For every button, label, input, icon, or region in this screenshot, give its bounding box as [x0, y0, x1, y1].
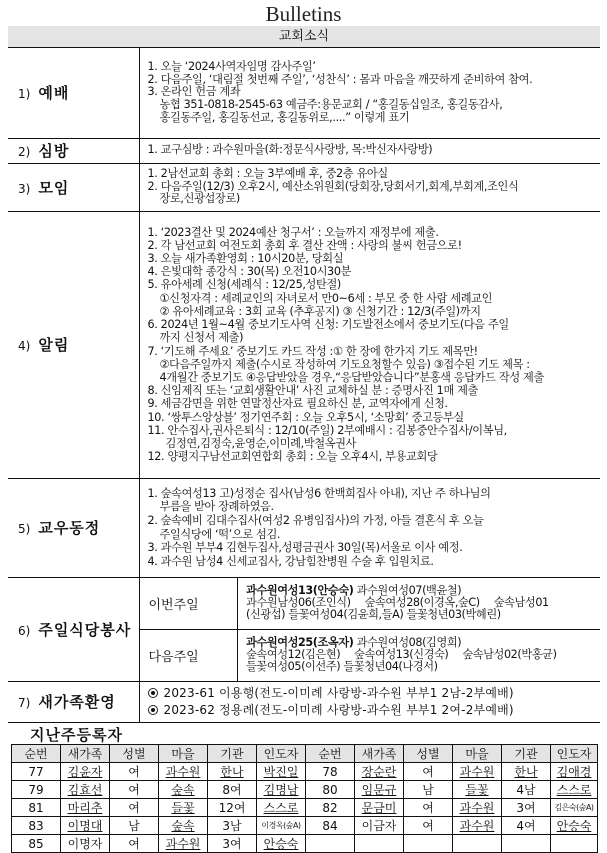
service-week-next	[140, 630, 601, 681]
section-label: 4) 알림	[8, 211, 139, 478]
radio-bullet-icon	[148, 705, 158, 715]
section-content: 1. 오늘 ‘2024사역자임명 감사주일’ 2. 다음주일, ‘대림절 첫번째 주일’, ‘성찬식’ : 몸과 마음을 깨끗하게 준비하여 참여. 3. 온라인 헌금 계좌 농협 351-0818-2545-63 예금주:용문교회 / “홍길동십일조, 홍길동감사, 홍길동주일, 홍길동선교, 홍길동위로,....” 이렇게 표기	[139, 48, 600, 138]
service-week-this	[140, 578, 601, 630]
section-worship	[8, 48, 600, 138]
section-content: 1. 교구심방 : 과수원마을(화:정문식사랑방, 목:박신자사랑방)	[139, 138, 600, 163]
section-content	[139, 577, 600, 681]
section-header: 교회소식	[8, 26, 600, 48]
service-schedule	[140, 578, 601, 681]
registrants-header-row	[12, 745, 598, 763]
section-label: 2) 심방	[8, 138, 139, 163]
radio-bullet-icon	[148, 688, 158, 698]
page-title: Bulletins	[265, 2, 342, 26]
col-header: 성별	[110, 745, 159, 763]
col-header: 마을	[159, 745, 208, 763]
section-label: 7) 새가족환영	[8, 681, 139, 722]
section-content: 1. 2남선교회 총회 : 오늘 3부예배 후, 중2층 유아실 2. 다음주일(12/3) 오후2시, 예산소위원회(당회장,당회서기,회계,부회계,조인식 장로,신광섭장로)	[139, 163, 600, 211]
col-header: 인도자	[257, 745, 306, 763]
col-header: 인도자	[551, 745, 598, 763]
week-label: 이번주일	[140, 578, 238, 630]
section-visitation	[8, 138, 600, 163]
week-servers: 과수원여성13(안승숙) 과수원여성07(백윤철) 과수원남성06(조인식) 숲속여성28(이경옥,숲C) 숲속남성01 (신광섭) 들꽃여성04(김윤희,들A) 들꽃청년03(박혜린)	[238, 578, 601, 630]
section-label: 3) 모임	[8, 163, 139, 211]
col-header: 순번	[306, 745, 355, 763]
section-label: 6) 주일식당봉사	[8, 577, 139, 681]
section-member-news	[8, 478, 600, 577]
table-row: 85 이명자 여 과수원 3여 안승숙	[12, 835, 598, 853]
section-content: 1. 숲속여성13 고)성정순 집사(남성6 한백희집사 아내), 지난 주 하나님의 부름을 받아 장례하였음. 2. 숲속예비 김대수집사(여성2 유병임집사)의 가정, 아들 결혼식 후 오늘 주일식당에 ‘떡’으로 섬김. 3. 과수원 부부4 김현두집사,성평금권사 30일(목)서울로 이사 예정. 4. 과수원 남성4 신세교집사, 강남힘찬병원 수술 후 입원치료.	[139, 478, 600, 577]
section-new-family	[8, 681, 600, 722]
table-row: 83 이명대 남 숲속 3남 이경옥(숲A) 84 이금자 여 과수원 4여 안승숙	[12, 817, 598, 835]
section-content: 1. ‘2023결산 및 2024예산 청구서’ : 오늘까지 재정부에 제출. 2. 각 남선교회 여전도회 총회 후 결산 잔액 : 사랑의 불씨 헌금으로! 3. 오늘 새가족환영회 : 10시20분, 당회실 4. 은빛대학 종강식 : 30(목) 오전10시30분 5. 유아세례 신청(세례식 : 12/25,성탄절) ①신청자격 : 세례교인의 자녀로서 만0~6세 : 부모 중 한 사람 세례교인 ② 유아세례교육 : 3회 교육 (추후공지) ③ 신청기간 : 12/3(주일)까지 6. 2024년 1월~4월 중보기도사역 신청: 기도발전소에서 중보기도(다음 주일 까지 신청서 제출) 7. ‘기도해 주세요’ 중보기도 카드 작성 :① 한 장에 한가지 기도 제목만! ②다음주일까지 제출(수시로 작성하여 기도요청할수 있음) ③접수된 기도 제목 : 4개월간 중보기도 ④응답받았을 경우,“응답받았습니다”분홍색 응답카드 작성 제출 8. 신임제직 또는 ‘교회생활안내’ 사진 교체하실 분 : 증명사진 1매 제출 9. 세금감면을 위한 연말정산자료 필요하신 분, 교역자에게 신청. 10. ‘쌍투스앙상블’ 정기연주회 : 오늘 오후5시, ‘소망회’ 중고등부실 11. 안수집사,권사은퇴식 : 12/10(주일) 2부예배시 : 김봉중안수집사/이복님, 김정연,김정숙,윤영순,이미례,박철옥권사 12. 양평지구남선교회연합회 총회 : 오늘 오후4시, 부용교회당	[139, 211, 600, 478]
week-label: 다음주일	[140, 630, 238, 681]
section-announcements	[8, 211, 600, 478]
table-row: 79 김효선 여 숲속 8여 김명남 80 임문규 남 들꽃 4남 스스로	[12, 781, 598, 799]
week-servers: 과수원여성25(조옥자) 과수원여성08(김영희) 숲속여성12(김은현) 숲속여성13(신경숙) 숲속남성02(박홍균) 들꽃여성05(이선주) 들꽃청년04(나경서)	[246, 635, 557, 674]
section-label: 1) 예배	[8, 48, 139, 138]
section-label: 5) 교우동정	[8, 478, 139, 577]
col-header: 새가족	[355, 745, 404, 763]
section-content: 2023-61 이용행(전도-이미례 사랑방-과수원 부부1 2남-2부예배) 2023-62 정용례(전도-이미례 사랑방-과수원 부부1 2여-2부예배)	[139, 681, 600, 722]
col-header: 기관	[208, 745, 257, 763]
col-header: 순번	[12, 745, 61, 763]
registrants-table	[11, 744, 598, 853]
registrants-title: 지난주등록자	[30, 726, 123, 744]
table-row: 81 마리추 여 들꽃 12여 스스로 82 문금미 여 과수원 3여 김은숙(숲A)	[12, 799, 598, 817]
section-meetings	[8, 163, 600, 211]
col-header: 마을	[453, 745, 502, 763]
church-news-table	[8, 48, 600, 723]
col-header: 새가족	[61, 745, 110, 763]
col-header: 성별	[404, 745, 453, 763]
section-kitchen-service	[8, 577, 600, 681]
col-header: 기관	[502, 745, 551, 763]
table-row: 77 김윤자 여 과수원 한나 박진일 78 장순란 여 과수원 한나 김애경	[12, 763, 598, 781]
